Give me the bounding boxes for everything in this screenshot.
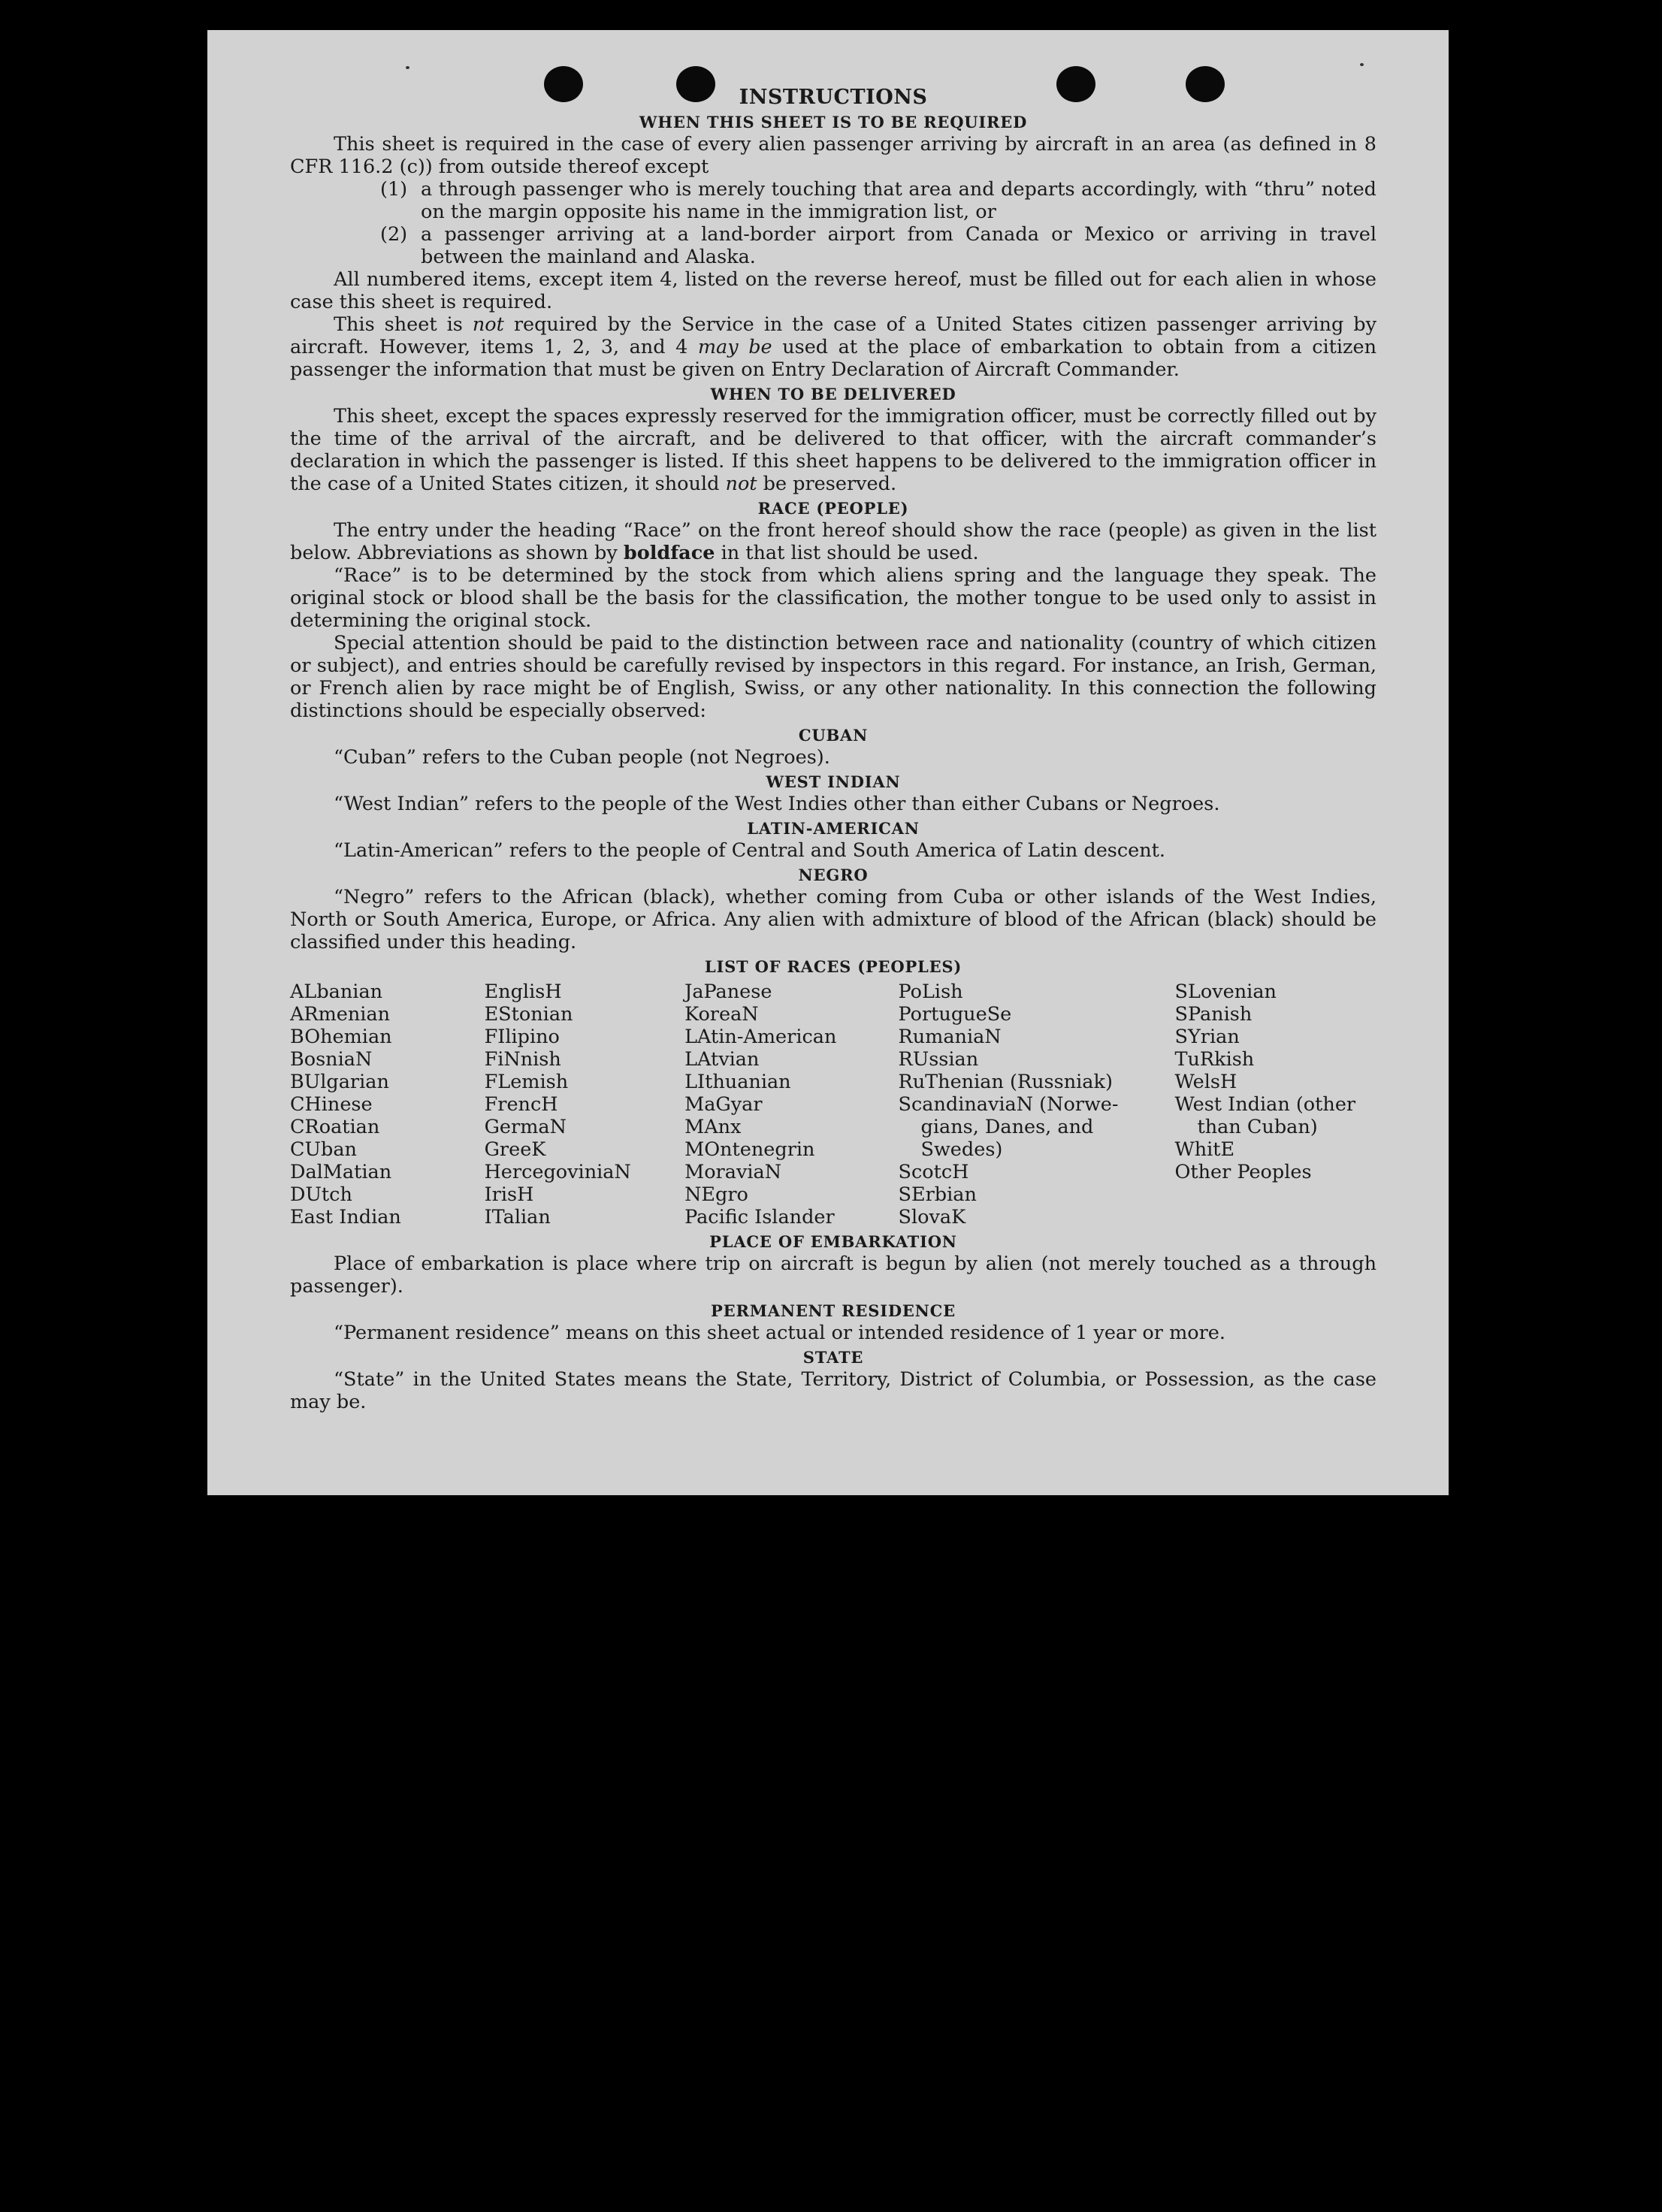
list-item: MAnx (684, 1116, 742, 1138)
races-column (290, 981, 485, 1228)
list-item: Pacific Islander (684, 1206, 835, 1228)
list-item: MoraviaN (684, 1161, 782, 1183)
section-heading-state: STATE (802, 1348, 864, 1367)
list-item: BUlgarian (290, 1071, 389, 1093)
list-item: FIlipino (484, 1026, 560, 1048)
punch-hole (1056, 66, 1095, 102)
list-item: RUssian (898, 1048, 979, 1071)
punch-hole (1186, 66, 1225, 102)
punch-hole (676, 66, 715, 102)
list-item: CUban (290, 1138, 357, 1161)
list-item: PortugueSe (898, 1003, 1012, 1026)
list-item: FrencH (484, 1093, 558, 1116)
section-heading-when-required: WHEN THIS SHEET IS TO BE REQUIRED (639, 113, 1028, 131)
list-item: KoreaN (684, 1003, 759, 1026)
paragraph: This sheet is required in the case of every alien passenger arriving by aircraft in an area (as defined in 8 CFR 116.2 (c)) from outside thereof except (290, 133, 1376, 178)
paragraph: “State” in the United States means the State, Territory, District of Columbia, or Possession, as the case may be. (290, 1368, 1376, 1413)
races-column (485, 981, 685, 1228)
races-column (899, 981, 1175, 1228)
list-item: ITalian (484, 1206, 551, 1228)
list-item: NEgro (684, 1183, 748, 1206)
list-item: HercegoviniaN (484, 1161, 631, 1183)
list-item: ScandinaviaN (Norwe- (898, 1093, 1119, 1116)
list-item: SlovaK (898, 1206, 966, 1228)
list-item: CHinese (290, 1093, 373, 1116)
paragraph: This sheet is not required by the Service in the case of a United States citizen passenger arriving by aircraft. However, items 1, 2, 3, and 4 may be used at the place of embarkation to obtain from a citizen passenger the information that must be given on Entry Declaration of Aircraft Commander. (290, 313, 1377, 381)
section-heading-race: RACE (PEOPLE) (757, 499, 909, 518)
paragraph: Place of embarkation is place where trip on aircraft is begun by alien (not merely touched as a through passenger). (290, 1253, 1376, 1298)
list-item: CRoatian (290, 1116, 380, 1138)
list-item: WelsH (1174, 1071, 1237, 1093)
paragraph: “Negro” refers to the African (black), whether coming from Cuba or other islands of the West Indies, North or South America, Europe, or Africa. Any alien with admixture of blood of the African (black) should be classified under this heading. (290, 886, 1376, 953)
section-heading-latin-american: LATIN-AMERICAN (747, 819, 920, 838)
section-heading-residence: PERMANENT RESIDENCE (711, 1301, 956, 1320)
list-item: FLemish (484, 1071, 569, 1093)
list-item: GermaN (484, 1116, 567, 1138)
page-title: INSTRUCTIONS (739, 86, 928, 109)
section-heading-embarkation: PLACE OF EMBARKATION (709, 1232, 957, 1251)
list-item: IrisH (484, 1183, 534, 1206)
paragraph: Special attention should be paid to the distinction between race and nationality (country of which citizen or subject), and entries should be carefully revised by inspectors in this regard. For instance, an Irish, German, or French alien by race might be of English, Swiss, or any other nationality. In this connection the following distinctions should be especially observed: (290, 632, 1376, 722)
list-item: GreeK (484, 1138, 546, 1161)
list-item: SYrian (1174, 1026, 1240, 1048)
list-item: Other Peoples (1174, 1161, 1312, 1183)
list-item: LAtvian (684, 1048, 760, 1071)
section-heading-cuban: CUBAN (798, 726, 869, 745)
list-item: than Cuban) (1197, 1116, 1318, 1138)
list-item: JaPanese (684, 981, 772, 1003)
list-item: FiNnish (484, 1048, 561, 1071)
paragraph: “Race” is to be determined by the stock from which aliens spring and the language they speak. The original stock or blood shall be the basis for the classification, the mother tongue to be used only to assist in determining the original stock. (290, 564, 1376, 632)
paragraph: The entry under the heading “Race” on the front hereof should show the race (people) as given in the list below. Abbreviations as shown by boldface in that list should be used. (290, 519, 1376, 564)
list-item: (2) a passenger arriving at a land-border airport from Canada or Mexico or arriving in travel between the mainland and Alaska. (380, 223, 1376, 268)
document-page (207, 30, 1449, 1495)
list-item: TuRkish (1174, 1048, 1255, 1071)
list-item: LIthuanian (684, 1071, 791, 1093)
list-item: MOntenegrin (684, 1138, 815, 1161)
paragraph: “Latin-American” refers to the people of Central and South America of Latin descent. (334, 839, 1166, 862)
section-heading-list-of-races: LIST OF RACES (PEOPLES) (704, 957, 962, 976)
list-item: BOhemian (290, 1026, 392, 1048)
races-column (684, 981, 898, 1228)
list-item: East Indian (290, 1206, 401, 1228)
paragraph: This sheet, except the spaces expressly reserved for the immigration officer, must be correctly filled out by the time of the arrival of the aircraft, and be delivered to that officer, with the aircraft commander’s declaration in which the passenger is listed. If this sheet happens to be delivered to the immigration officer in the case of a United States citizen, it should not be preserved. (290, 405, 1376, 495)
list-item: ScotcH (898, 1161, 969, 1183)
punch-hole (544, 66, 583, 102)
list-item: DalMatian (290, 1161, 392, 1183)
list-item: WhitE (1174, 1138, 1235, 1161)
list-item: ARmenian (290, 1003, 391, 1026)
races-list (290, 981, 1376, 1228)
paragraph: “Permanent residence” means on this sheet actual or intended residence of 1 year or more. (334, 1322, 1225, 1344)
list-item: SLovenian (1174, 981, 1277, 1003)
list-item: BosniaN (290, 1048, 373, 1071)
list-item: (1) a through passenger who is merely touching that area and departs accordingly, with “thru” noted on the margin opposite his name in the immigration list, or (380, 178, 1376, 223)
list-item: West Indian (other (1174, 1093, 1356, 1116)
races-column (1174, 981, 1376, 1228)
list-item: DUtch (290, 1183, 352, 1206)
list-item: MaGyar (684, 1093, 763, 1116)
list-item: RuThenian (Russniak) (898, 1071, 1113, 1093)
paragraph: “West Indian” refers to the people of the West Indies other than either Cubans or Negroes. (334, 793, 1220, 815)
list-item: LAtin-American (684, 1026, 837, 1048)
list-item: SPanish (1174, 1003, 1253, 1026)
list-item: EnglisH (484, 981, 562, 1003)
list-item: ALbanian (290, 981, 383, 1003)
paragraph: All numbered items, except item 4, listed on the reverse hereof, must be filled out for each alien in whose case this sheet is required. (290, 268, 1376, 313)
section-heading-when-delivered: WHEN TO BE DELIVERED (710, 385, 956, 403)
list-item: SErbian (898, 1183, 977, 1206)
section-heading-negro: NEGRO (798, 866, 869, 884)
list-item: PoLish (898, 981, 963, 1003)
list-item: EStonian (484, 1003, 573, 1026)
list-item: Swedes) (920, 1138, 1003, 1161)
list-item: gians, Danes, and (920, 1116, 1094, 1138)
list-item: RumaniaN (898, 1026, 1002, 1048)
paragraph: “Cuban” refers to the Cuban people (not Negroes). (334, 746, 830, 769)
section-heading-west-indian: WEST INDIAN (766, 772, 901, 791)
